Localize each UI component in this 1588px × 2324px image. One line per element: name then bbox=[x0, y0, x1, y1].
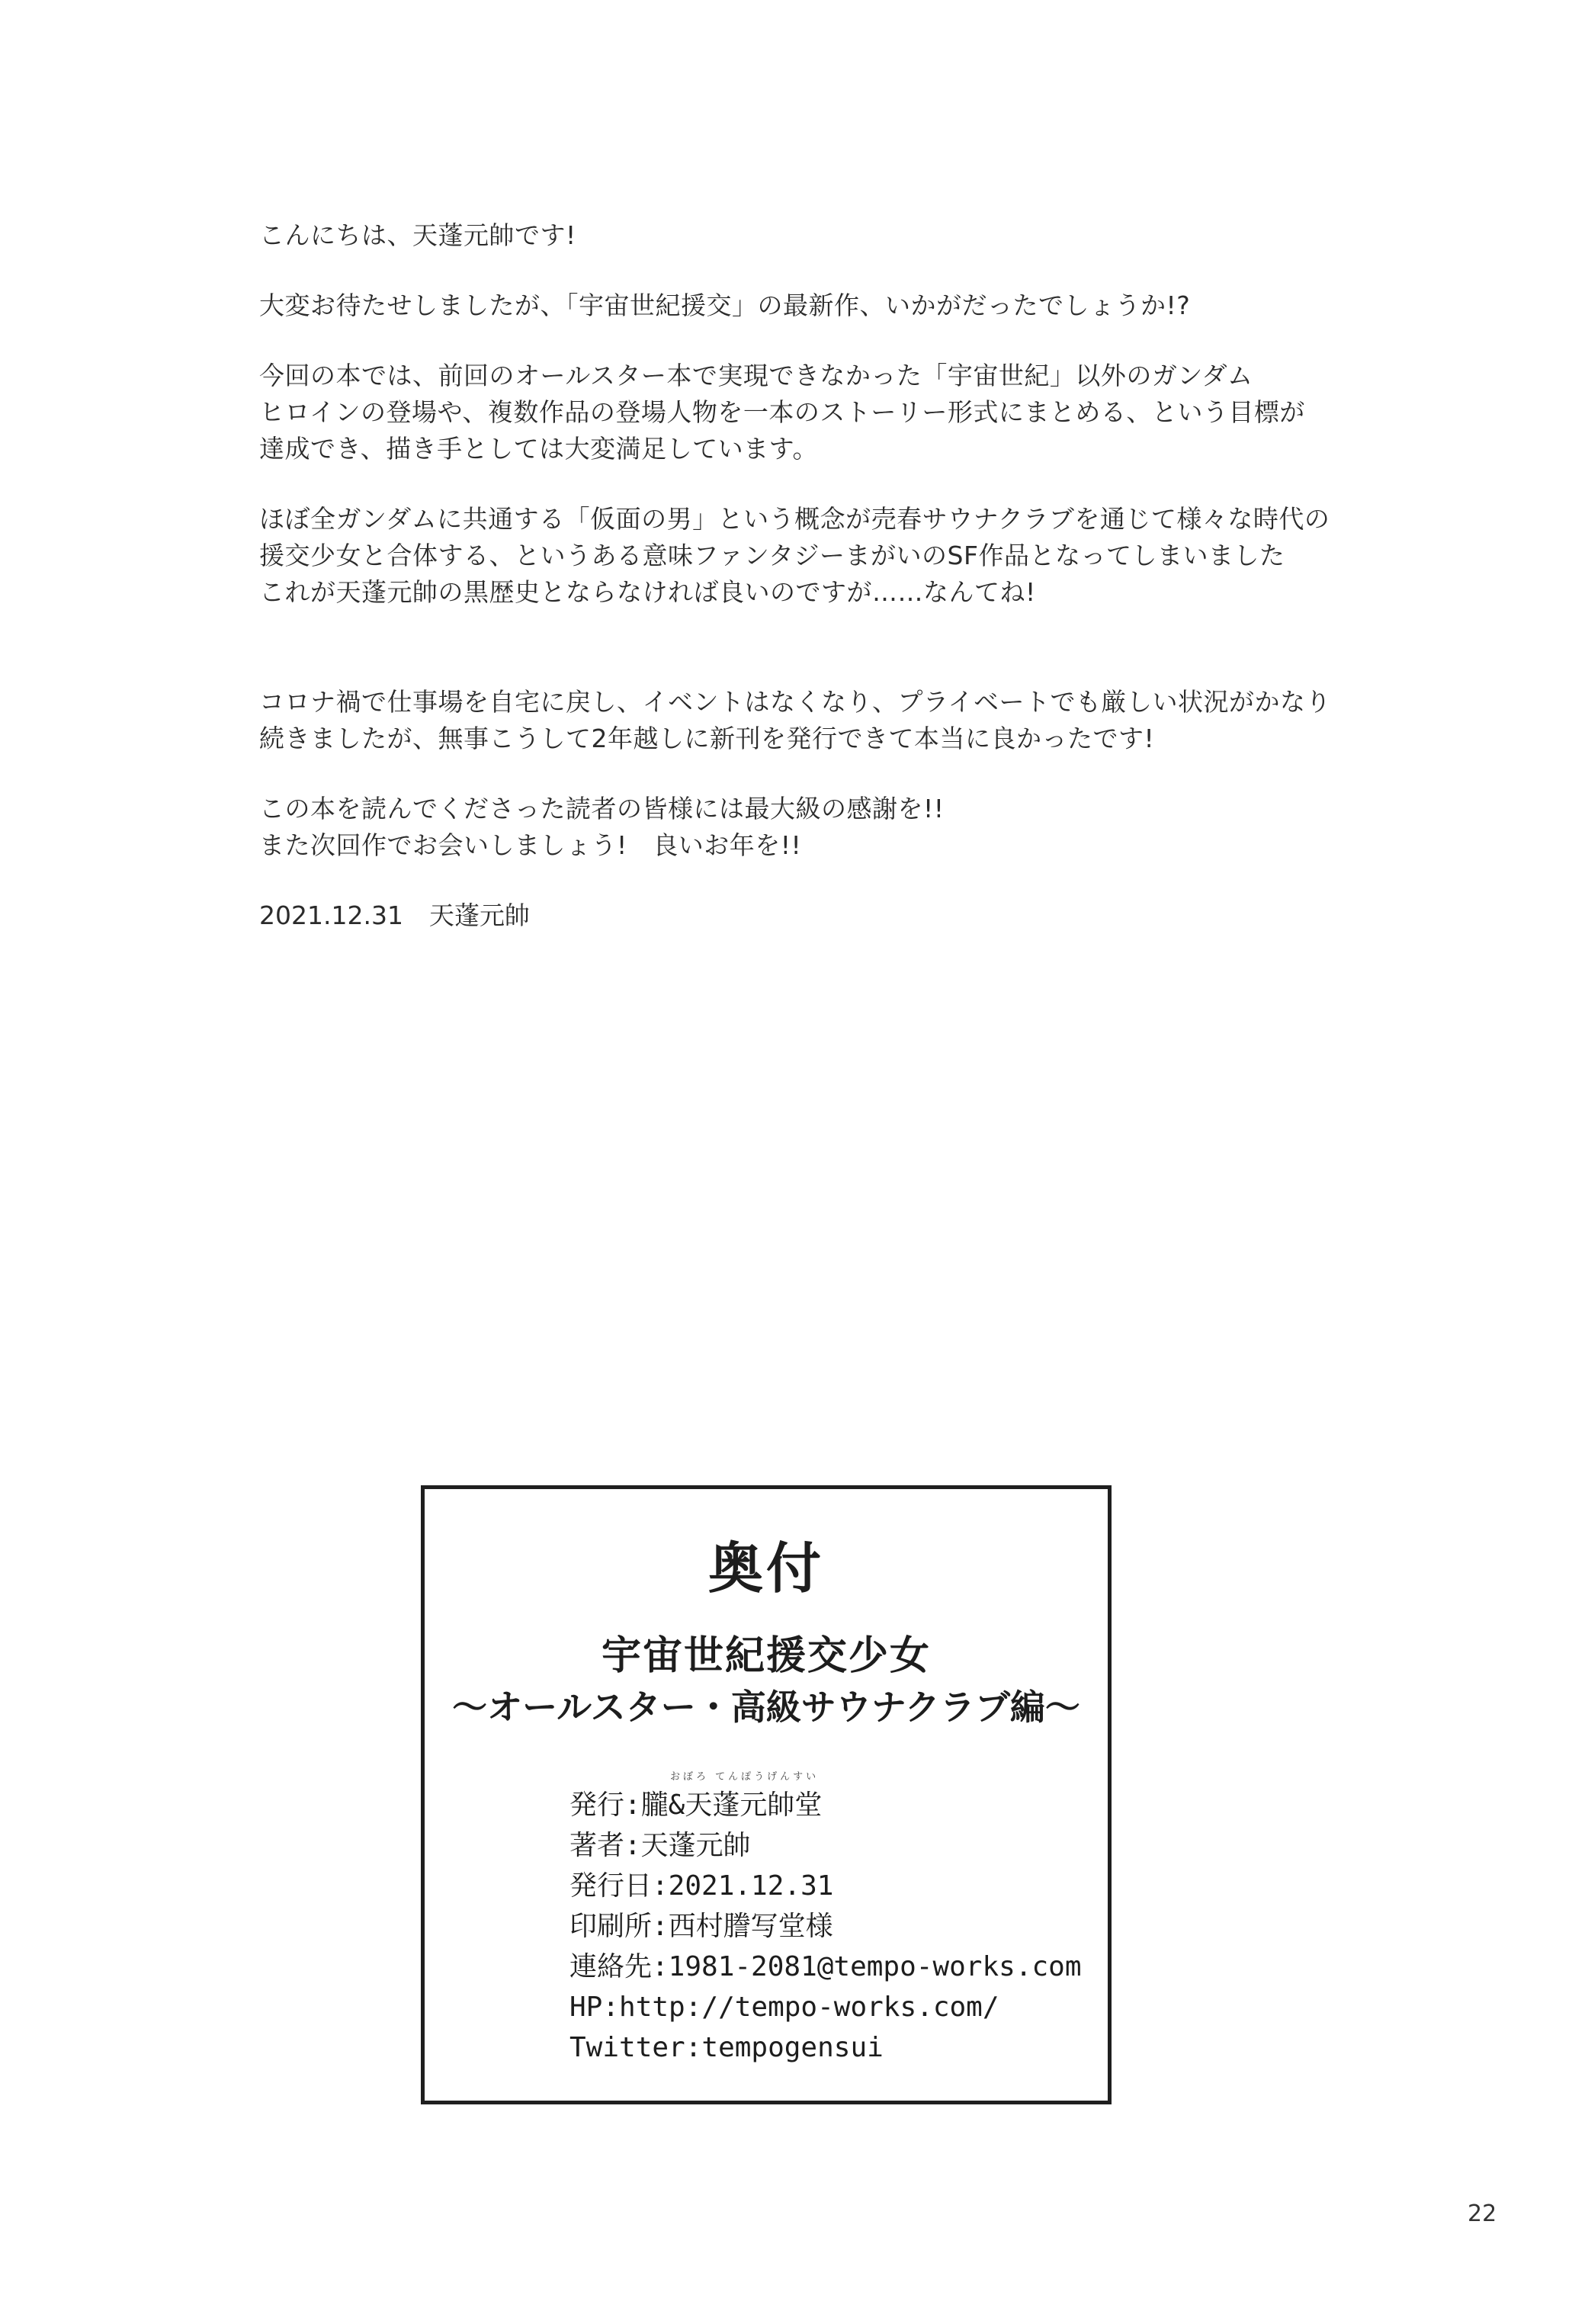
printer-line: 印刷所:西村謄写堂様 bbox=[569, 1911, 833, 1942]
text-line: これが天蓬元帥の黒歴史とならなければ良いのですが……なんてね! bbox=[259, 577, 1036, 607]
text-line: この本を読んでくださった読者の皆様には最大級の感謝を!! bbox=[259, 794, 945, 823]
colophon-title: 奥付 bbox=[707, 1536, 824, 1600]
text-line: ヒロインの登場や、複数作品の登場人物を一本のストーリー形式にまとめる、という目標が bbox=[259, 397, 1305, 427]
text-line: 今回の本では、前回のオールスター本で実現できなかった「宇宙世紀」以外のガンダム bbox=[259, 361, 1253, 390]
publisher-text: 発行:朧&天蓬元帥堂 bbox=[569, 1790, 823, 1821]
page-number: 22 bbox=[1468, 2200, 1497, 2227]
publisher-ruby: おぼろ てんぽうげんすい bbox=[670, 1771, 820, 1783]
publisher-line bbox=[569, 1771, 1088, 1825]
text-line: 続きましたが、無事こうして2年越しに新刊を発行できて本当に良かったです! bbox=[259, 724, 1155, 753]
text-line: 援交少女と合体する、というある意味ファンタジーまがいのSF作品となってしまいました bbox=[259, 541, 1285, 570]
paragraph-thanks bbox=[259, 791, 1494, 864]
colophon-info bbox=[569, 1771, 1088, 2068]
paragraph-goal bbox=[259, 358, 1494, 467]
text-line: こんにちは、天蓬元帥です! bbox=[259, 220, 576, 250]
signoff-author: 天蓬元帥 bbox=[428, 900, 530, 930]
text-line: ほぼ全ガンダムに共通する「仮面の男」という概念が売春サウナクラブを通じて様々な時代の bbox=[259, 504, 1330, 534]
book-subtitle: 〜オールスター・高級サウナクラブ編〜 bbox=[452, 1687, 1080, 1728]
publish-date-line: 発行日:2021.12.31 bbox=[569, 1870, 834, 1902]
paragraph-question bbox=[259, 287, 1494, 324]
text-line: 大変お待たせしましたが、「宇宙世紀援交」の最新作、いかがだったでしょうか!? bbox=[259, 290, 1191, 320]
twitter-line: Twitter:tempogensui bbox=[569, 2032, 884, 2063]
signoff bbox=[259, 897, 1494, 934]
afterword bbox=[259, 217, 1494, 934]
author-line: 著者:天蓬元帥 bbox=[569, 1830, 751, 1861]
paragraph-corona bbox=[259, 684, 1494, 757]
paragraph-greeting bbox=[259, 217, 1494, 254]
colophon-box bbox=[421, 1485, 1112, 2104]
text-line: コロナ禍で仕事場を自宅に戻し、イベントはなくなり、プライベートでも厳しい状況がかなり bbox=[259, 687, 1332, 717]
text-line: 達成でき、描き手としては大変満足しています。 bbox=[259, 434, 819, 464]
homepage-line: HP:http://tempo-works.com/ bbox=[569, 1992, 999, 2023]
book-title: 宇宙世紀援交少女 bbox=[601, 1633, 931, 1679]
paragraph-concept bbox=[259, 501, 1494, 611]
text-line: また次回作でお会いしましょう! 良いお年を!! bbox=[259, 830, 802, 860]
contact-line: 連絡先:1981-2081@tempo-works.com bbox=[569, 1951, 1082, 1982]
signoff-date: 2021.12.31 bbox=[259, 900, 403, 930]
